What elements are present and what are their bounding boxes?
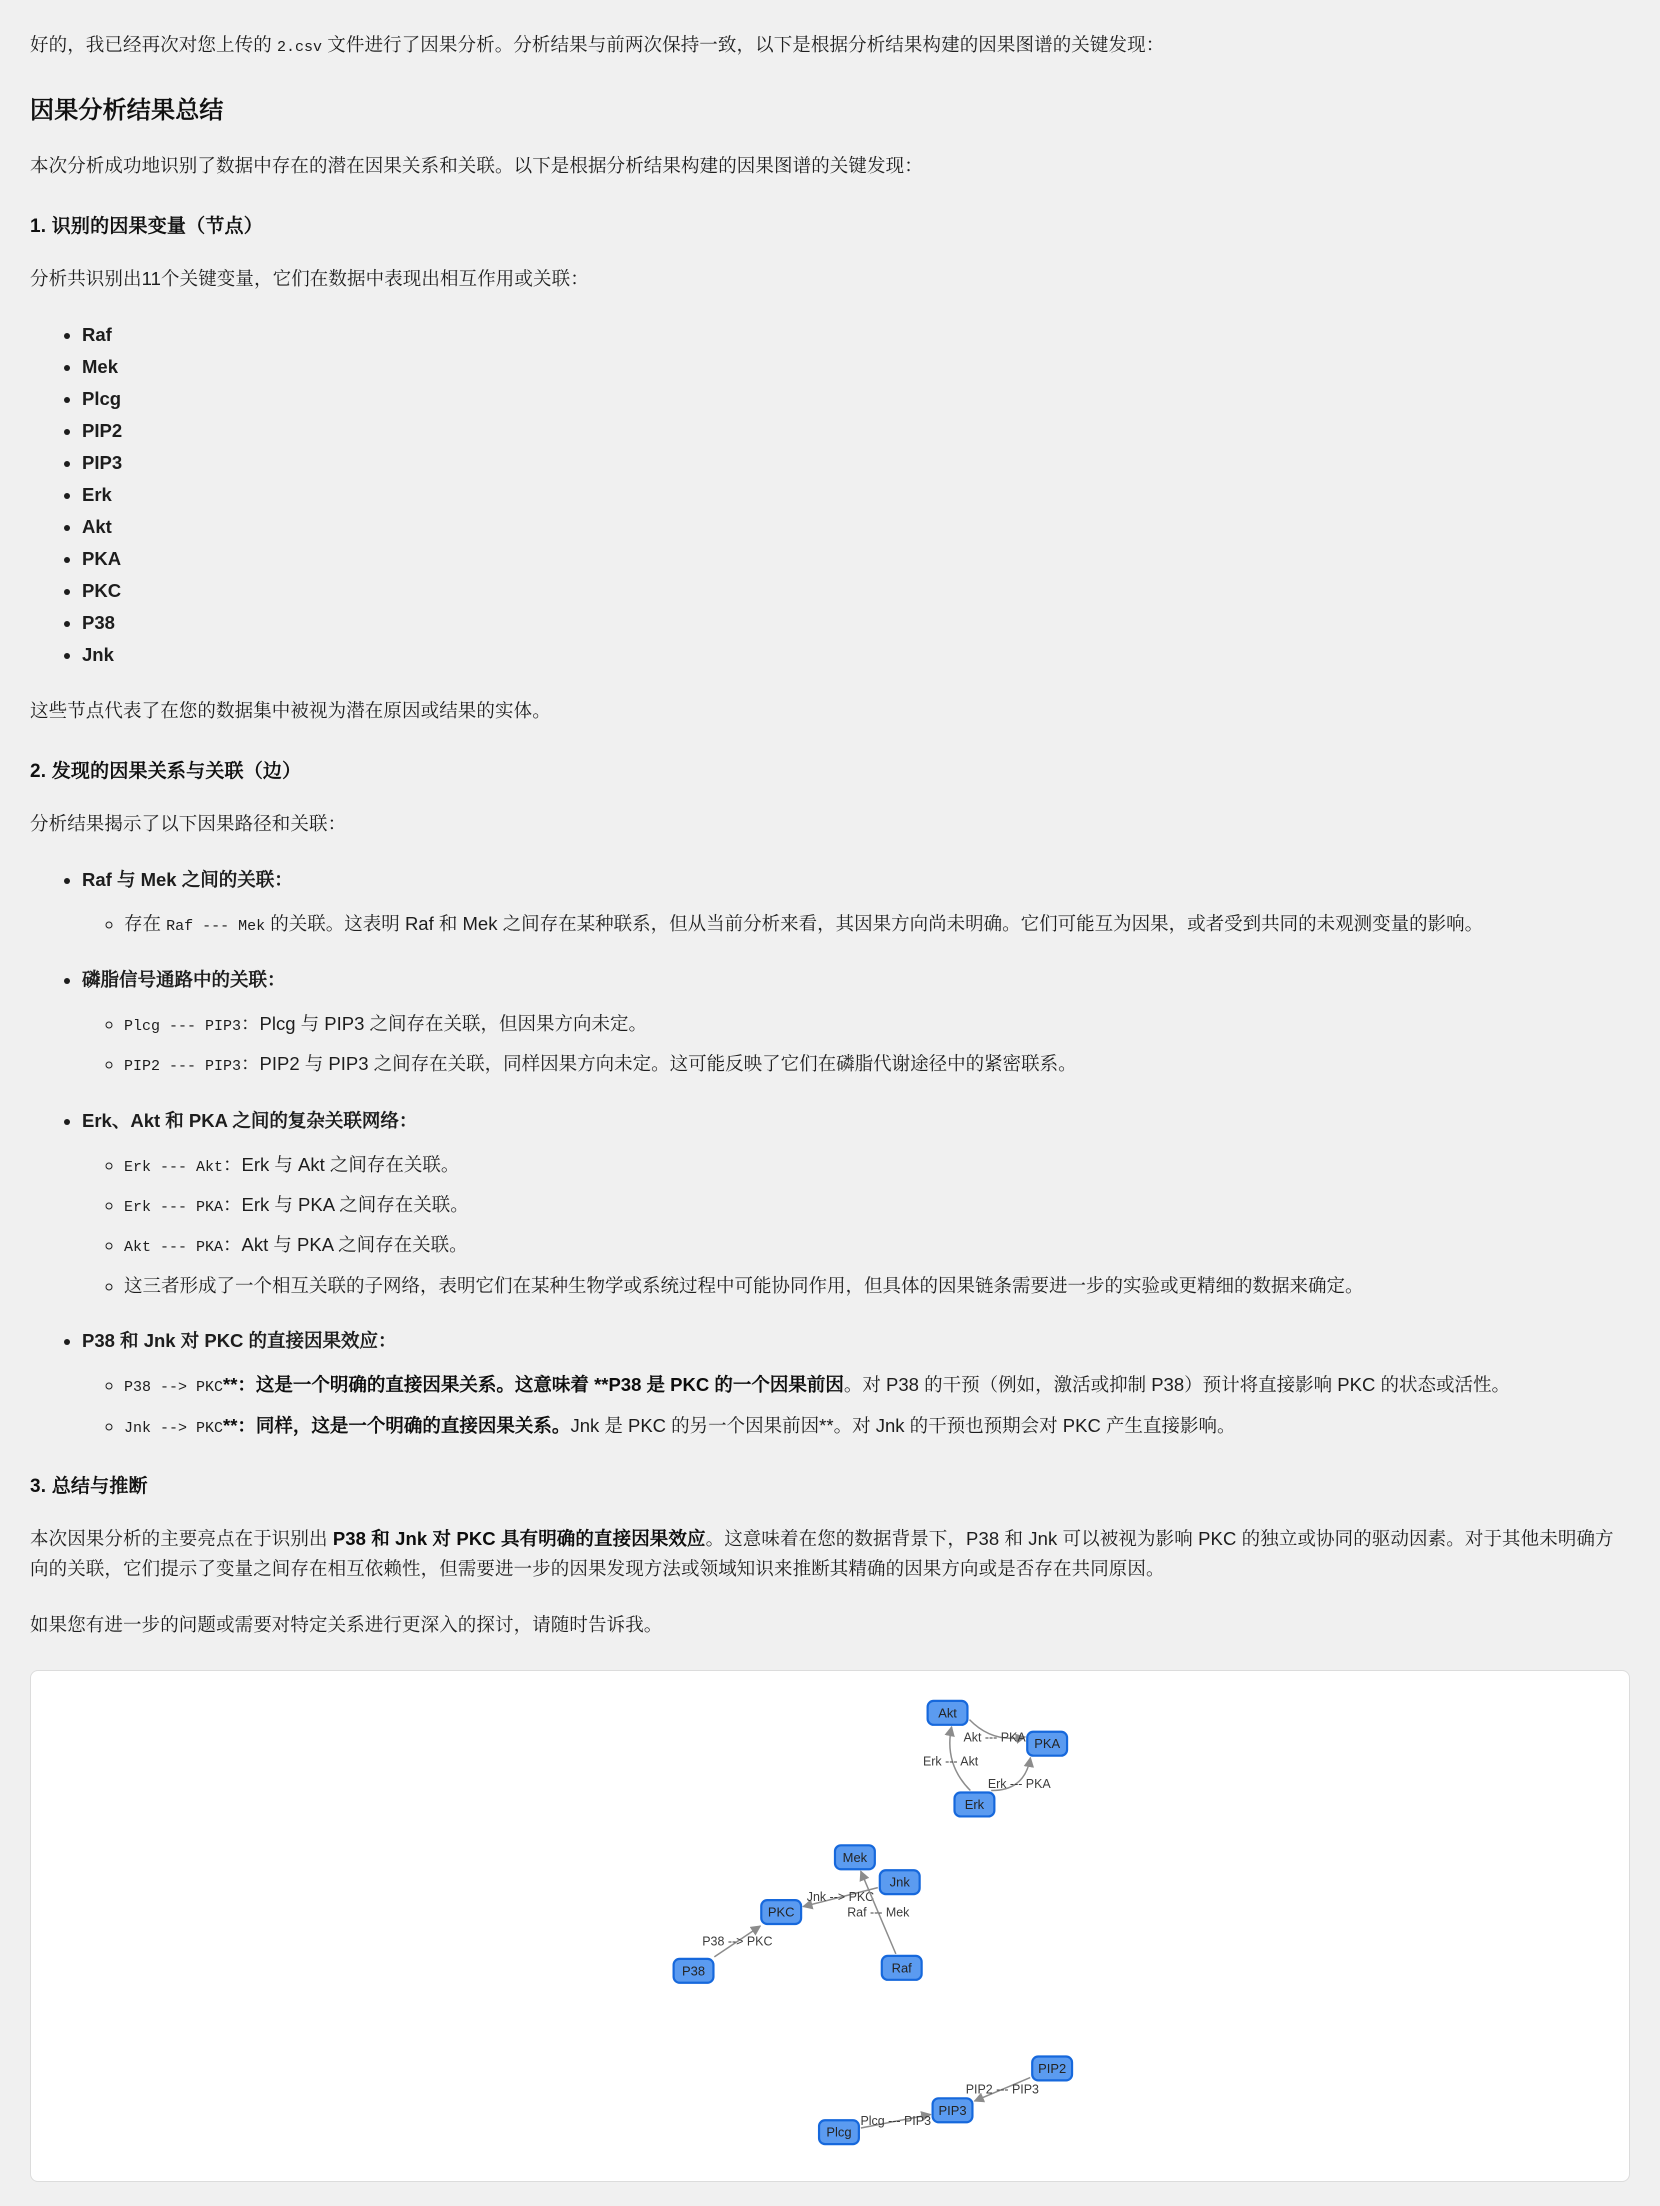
relation-edge-code: Jnk --> PKC: [124, 1419, 224, 1437]
graph-node-mek[interactable]: [835, 1845, 875, 1869]
page-title: 因果分析结果总结: [30, 97, 224, 125]
relation-edge-code: P38 --> PKC: [124, 1379, 224, 1397]
node-list-item: • P38: [82, 608, 1630, 638]
graph-edge-label: Raf --- Mek: [847, 1905, 910, 1920]
lead-paragraph: 本次分析成功地识别了数据中存在的潜在因果关系和关联。以下是根据分析结果构建的因果图谱的关键发现：: [30, 155, 923, 177]
intro-paragraph: 好的，我已经再次对您上传的 2.csv 文件进行了因果分析。分析结果与前两次保持一致，以下是根据分析结果构建的因果图谱的关键发现：: [30, 34, 1165, 56]
graph-node-raf[interactable]: [882, 1956, 922, 1980]
relation-edge-code: Akt --- PKA: [124, 1239, 224, 1257]
relation-group-heading: • Raf 与 Mek 之间的关联：: [82, 865, 1630, 895]
node-list-item: • PKC: [82, 576, 1630, 606]
relation-group-heading: • 磷脂信号通路中的关联：: [82, 965, 1630, 995]
section1-heading: 1. 识别的因果变量（节点）: [30, 216, 263, 238]
section1-outro: 这些节点代表了在您的数据集中被视为潜在原因或结果的实体。: [30, 699, 551, 721]
relation-detail-list: [82, 1009, 1630, 1080]
graph-edge-label: Erk --- PKA: [987, 1777, 1051, 1792]
graph-edges: [702, 1720, 1051, 2129]
node-list: [30, 320, 1630, 670]
graph-edge-label: Erk --- Akt: [922, 1754, 979, 1769]
section3-paragraph-1: 本次因果分析的主要亮点在于识别出 P38 和 Jnk 对 PKC 具有明确的直接因果效应。这意味着在您的数据背景下，P38 和 Jnk 可以被视为影响 PKC 的独立或协同的驱动因素。对于其他未明确方向的关联，它们提示了变量之间存在相互依赖性，但需要进一步的因果发现方法或领域知识来推断其精确的因果方向或是否存在共同原因。: [30, 1528, 1614, 1580]
graph-node-pip2[interactable]: [1032, 2056, 1072, 2080]
relation-group-heading: • Erk、Akt 和 PKA 之间的复杂关联网络：: [82, 1106, 1630, 1136]
graph-node-jnk[interactable]: [880, 1870, 920, 1894]
graph-node-label: Plcg: [826, 2124, 852, 2140]
graph-node-label: Raf: [891, 1960, 912, 1976]
relation-group: [30, 1106, 1630, 1301]
section3-heading: 3. 总结与推断: [30, 1476, 148, 1498]
graph-node-label: PKA: [1034, 1736, 1061, 1752]
relation-detail-list: [82, 1370, 1630, 1441]
graph-nodes: [674, 1701, 1072, 2144]
relation-detail-item: ◦ Jnk --> PKC**：同样，这是一个明确的直接因果关系。Jnk 是 PKC 的另一个因果前因**。对 Jnk 的干预也预期会对 PKC 产生直接影响。: [124, 1411, 1630, 1441]
causal-graph[interactable]: [31, 1671, 1629, 2181]
causal-graph-card: [30, 1670, 1630, 2182]
relation-detail-item: ◦ Akt --- PKA：Akt 与 PKA 之间存在关联。: [124, 1230, 1630, 1260]
graph-node-pkc[interactable]: [761, 1900, 801, 1924]
node-list-item: • Akt: [82, 512, 1630, 542]
inline-code-filename: 2.csv: [277, 39, 323, 56]
relation-emphasis: **：同样，这是一个明确的直接因果关系。: [223, 1414, 571, 1436]
graph-node-label: Akt: [938, 1705, 957, 1721]
graph-node-label: PIP2: [1038, 2060, 1067, 2076]
graph-edge-label: Akt --- PKA: [963, 1730, 1026, 1745]
relation-detail-item: ◦ Erk --- Akt：Erk 与 Akt 之间存在关联。: [124, 1150, 1630, 1180]
relation-detail-list: [82, 1150, 1630, 1301]
graph-node-erk[interactable]: [955, 1792, 995, 1816]
relation-group: [30, 965, 1630, 1080]
graph-node-label: P38: [682, 1963, 706, 1979]
assistant-message: [30, 30, 1630, 2182]
relation-detail-item: ◦ PIP2 --- PIP3：PIP2 与 PIP3 之间存在关联，同样因果方向未定。这可能反映了它们在磷脂代谢途径中的紧密联系。: [124, 1049, 1630, 1079]
relation-detail-item: ◦ Plcg --- PIP3：Plcg 与 PIP3 之间存在关联，但因果方向未定。: [124, 1009, 1630, 1039]
relation-edge-code: Erk --- PKA: [124, 1198, 224, 1216]
node-list-item: • Raf: [82, 320, 1630, 350]
graph-node-pip3[interactable]: [933, 2098, 973, 2122]
graph-node-pka[interactable]: [1027, 1732, 1067, 1756]
node-list-item: • Jnk: [82, 640, 1630, 670]
relation-detail-item: ◦ P38 --> PKC**：这是一个明确的直接因果关系。这意味着 **P38 是 PKC 的一个因果前因。对 P38 的干预（例如，激活或抑制 P38）预计将直接影响 PKC 的状态或活性。: [124, 1370, 1630, 1400]
summary-emphasis: P38 和 Jnk 对 PKC 具有明确的直接因果效应: [332, 1528, 706, 1550]
section3-paragraph-2: 如果您有进一步的问题或需要对特定关系进行更深入的探讨，请随时告诉我。: [30, 1613, 663, 1635]
graph-edge-label: P38 --> PKC: [702, 1934, 773, 1949]
relation-edge-code: Erk --- Akt: [124, 1158, 224, 1176]
node-list-item: • Erk: [82, 480, 1630, 510]
graph-edge-label: PIP2 --- PIP3: [965, 2082, 1039, 2097]
graph-edge-label: Plcg --- PIP3: [860, 2114, 931, 2129]
relation-edge-code: Raf --- Mek: [166, 917, 266, 935]
section1-intro: 分析共识别出11个关键变量，它们在数据中表现出相互作用或关联：: [30, 268, 589, 290]
graph-node-label: Jnk: [889, 1874, 910, 1890]
relation-group-heading: • P38 和 Jnk 对 PKC 的直接因果效应：: [82, 1326, 1630, 1356]
graph-node-plcg[interactable]: [819, 2120, 859, 2144]
node-list-item: • PKA: [82, 544, 1630, 574]
node-list-item: • Mek: [82, 352, 1630, 382]
relation-group: [30, 1326, 1630, 1441]
relation-detail-item: ◦ 这三者形成了一个相互关联的子网络，表明它们在某种生物学或系统过程中可能协同作用，但具体的因果链条需要进一步的实验或更精细的数据来确定。: [124, 1271, 1630, 1301]
section2-intro: 分析结果揭示了以下因果路径和关联：: [30, 812, 347, 834]
graph-node-p38[interactable]: [674, 1959, 714, 1983]
relation-edge-code: Plcg --- PIP3: [124, 1018, 242, 1036]
relation-group: [30, 865, 1630, 939]
graph-edge-label: Jnk --> PKC: [806, 1890, 875, 1905]
node-list-item: • PIP2: [82, 416, 1630, 446]
relation-groups: [30, 865, 1630, 1441]
graph-node-akt[interactable]: [928, 1701, 968, 1725]
graph-node-label: Erk: [964, 1796, 985, 1812]
relation-detail-list: [82, 909, 1630, 939]
relation-detail-item: ◦ Erk --- PKA：Erk 与 PKA 之间存在关联。: [124, 1190, 1630, 1220]
graph-node-label: PKC: [767, 1904, 795, 1920]
section2-heading: 2. 发现的因果关系与关联（边）: [30, 760, 302, 782]
graph-node-label: PIP3: [938, 2102, 967, 2118]
graph-node-label: Mek: [842, 1849, 868, 1865]
node-list-item: • Plcg: [82, 384, 1630, 414]
relation-detail-item: ◦ 存在 Raf --- Mek 的关联。这表明 Raf 和 Mek 之间存在某种联系，但从当前分析来看，其因果方向尚未明确。它们可能互为因果，或者受到共同的未观测变量的影响。: [124, 909, 1630, 939]
relation-emphasis: **：这是一个明确的直接因果关系。这意味着 **P38 是 PKC 的一个因果前因: [223, 1374, 844, 1396]
relation-edge-code: PIP2 --- PIP3: [124, 1058, 242, 1076]
node-list-item: • PIP3: [82, 448, 1630, 478]
